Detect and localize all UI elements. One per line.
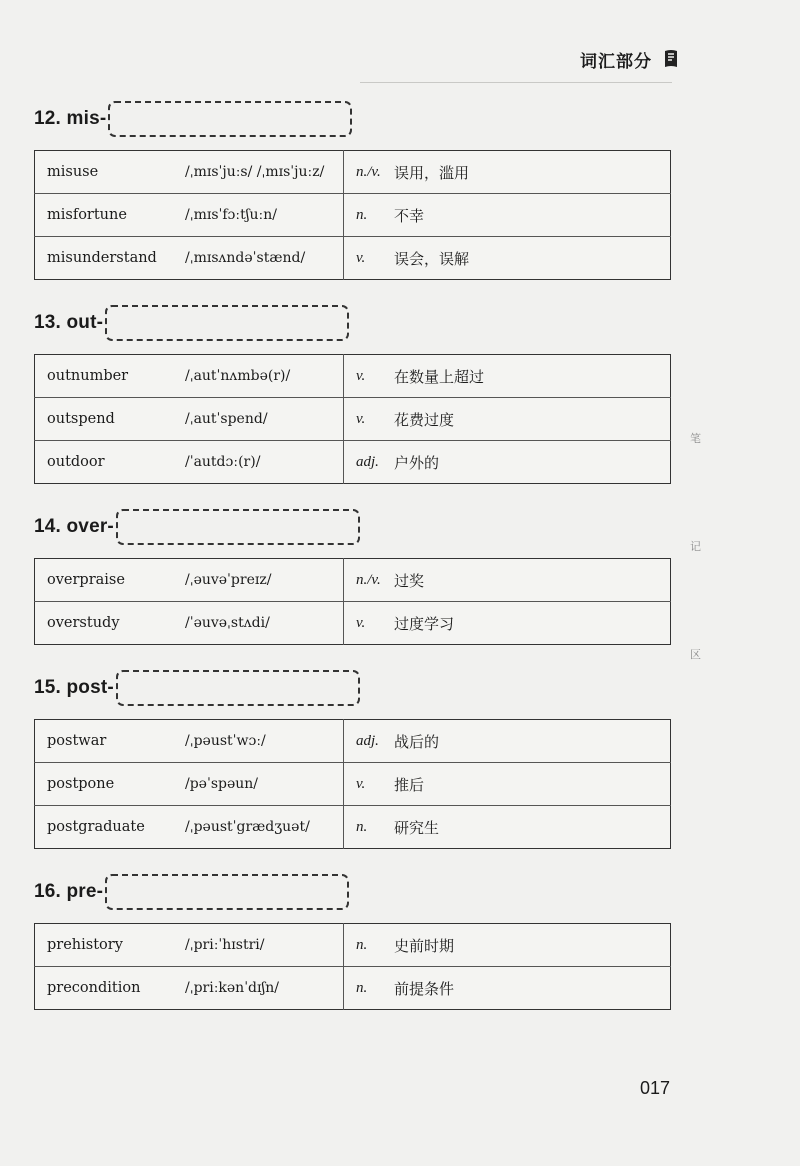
table-row (35, 924, 671, 967)
answer-blank[interactable] (105, 305, 349, 341)
notes-margin-label (690, 430, 701, 662)
pos-cell: adj. (344, 441, 395, 484)
table-row (35, 720, 671, 763)
prefix-section (34, 98, 671, 280)
notes-char: 记 (690, 540, 701, 553)
word-cell: outnumber (47, 368, 129, 384)
word-cell: postgraduate (35, 806, 186, 849)
pos-cell: v. (344, 763, 395, 806)
page-header (580, 44, 680, 74)
pos-cell: n./v. (344, 559, 395, 602)
vocab-table (34, 150, 671, 280)
word-cell: postwar (47, 733, 107, 749)
ipa-cell: /ˈautdɔː(r)/ (185, 441, 344, 484)
meaning-cell: 过奖 (394, 571, 425, 590)
prefix-heading: 15. post- (34, 677, 114, 698)
pos-cell: n./v. (344, 151, 395, 194)
pos-cell: v. (344, 355, 395, 398)
pos-cell: v. (344, 602, 395, 645)
ipa-cell: /ˌautˈnʌmbə(r)/ (185, 368, 291, 384)
word-cell: postpone (35, 763, 186, 806)
meaning-cell: 过度学习 (394, 602, 671, 645)
meaning-cell: 误用，滥用 (394, 163, 470, 182)
ipa-cell: /ˌpəustˈgrædʒuət/ (185, 806, 344, 849)
word-cell: misunderstand (35, 237, 186, 280)
section-title: 词汇部分 (580, 51, 652, 72)
meaning-cell: 推后 (394, 763, 671, 806)
pos-cell: adj. (344, 720, 395, 763)
prefix-heading: 16. pre- (34, 881, 104, 902)
table-row (35, 559, 671, 602)
answer-blank[interactable] (116, 670, 360, 706)
table-row (35, 398, 671, 441)
ipa-cell: /ˈəuvəˌstʌdi/ (185, 602, 344, 645)
word-cell: misfortune (35, 194, 186, 237)
meaning-cell: 户外的 (394, 441, 671, 484)
table-row (35, 194, 671, 237)
ipa-cell: /ˌmɪsˈjuːs/ /ˌmɪsˈjuːz/ (185, 164, 325, 180)
answer-blank[interactable] (116, 509, 360, 545)
meaning-cell: 前提条件 (394, 967, 671, 1010)
prefix-heading: 13. out- (34, 312, 104, 333)
answer-blank[interactable] (108, 101, 352, 137)
ipa-cell: /pəˈspəun/ (185, 763, 344, 806)
table-row (35, 151, 671, 194)
meaning-cell: 误会，误解 (394, 237, 671, 280)
word-cell: prehistory (47, 937, 123, 953)
vocab-table (34, 558, 671, 645)
page-number: 017 (640, 1078, 671, 1098)
ipa-cell: /ˌpriːkənˈdɪʃn/ (185, 967, 344, 1010)
table-row (35, 237, 671, 280)
meaning-cell: 战后的 (394, 732, 440, 751)
word-cell: misuse (47, 164, 99, 180)
pos-cell: n. (344, 924, 395, 967)
ipa-cell: /ˌmɪsˈfɔːtʃuːn/ (185, 194, 344, 237)
meaning-cell: 在数量上超过 (394, 367, 485, 386)
vocabulary-sections (34, 98, 671, 1032)
header-divider (360, 82, 672, 83)
prefix-section (34, 302, 671, 484)
ipa-cell: /ˌpriːˈhɪstri/ (185, 937, 265, 953)
vocab-table (34, 923, 671, 1010)
vocab-table (34, 354, 671, 484)
table-row (35, 806, 671, 849)
prefix-section (34, 667, 671, 849)
word-cell: outdoor (35, 441, 186, 484)
ipa-cell: /ˌpəustˈwɔː/ (185, 733, 266, 749)
table-row (35, 602, 671, 645)
table-row (35, 441, 671, 484)
table-row (35, 355, 671, 398)
notes-char: 笔 (690, 432, 701, 445)
prefix-section (34, 506, 671, 645)
ipa-cell: /ˌautˈspend/ (185, 398, 344, 441)
pos-cell: n. (344, 967, 395, 1010)
pos-cell: v. (344, 398, 395, 441)
ipa-cell: /ˌmɪsʌndəˈstænd/ (185, 237, 344, 280)
word-cell: outspend (35, 398, 186, 441)
word-cell: precondition (35, 967, 186, 1010)
vocab-table (34, 719, 671, 849)
prefix-heading: 14. over- (34, 516, 114, 537)
ipa-cell: /ˌəuvəˈpreɪz/ (185, 572, 272, 588)
pos-cell: n. (344, 194, 395, 237)
meaning-cell: 研究生 (394, 806, 671, 849)
table-row (35, 967, 671, 1010)
meaning-cell: 花费过度 (394, 398, 671, 441)
pos-cell: n. (344, 806, 395, 849)
word-cell: overstudy (35, 602, 186, 645)
prefix-heading: 12. mis- (34, 108, 107, 129)
meaning-cell: 史前时期 (394, 936, 455, 955)
book-icon (662, 48, 680, 70)
answer-blank[interactable] (105, 874, 349, 910)
prefix-section (34, 871, 671, 1010)
meaning-cell: 不幸 (394, 194, 671, 237)
word-cell: overpraise (47, 572, 125, 588)
notes-char: 区 (690, 648, 701, 661)
pos-cell: v. (344, 237, 395, 280)
table-row (35, 763, 671, 806)
